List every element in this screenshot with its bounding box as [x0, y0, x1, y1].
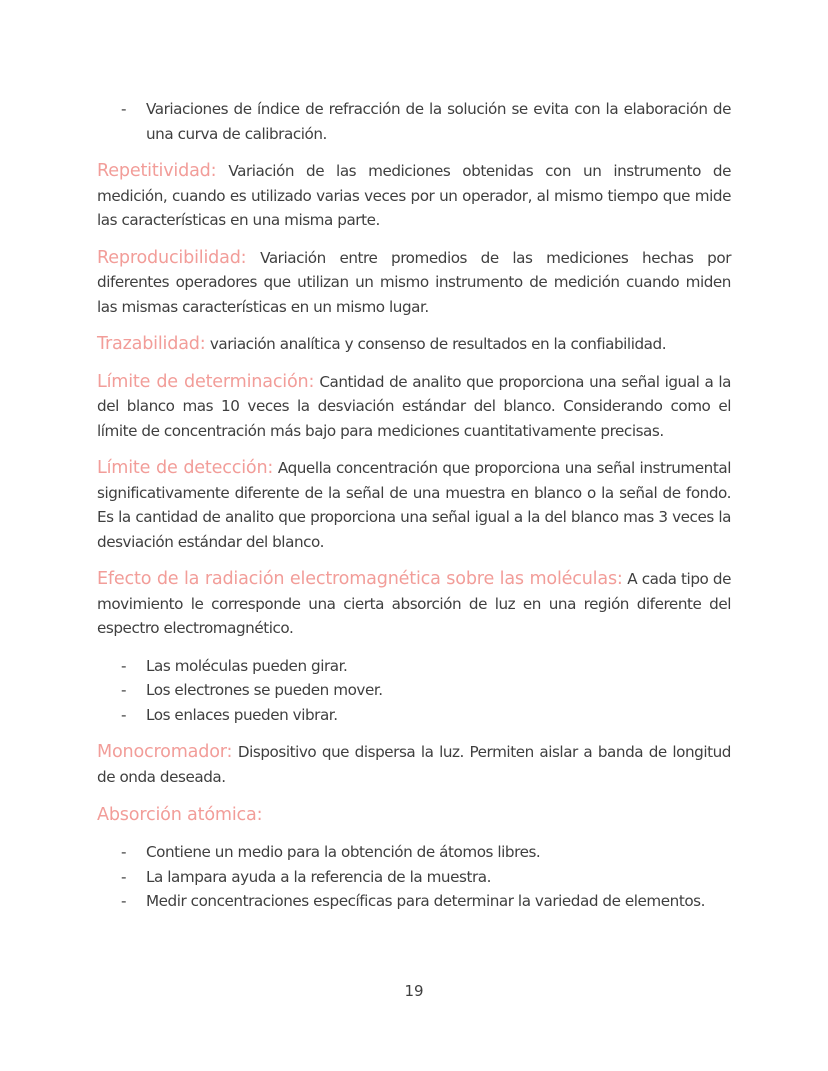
definition-text: Variación de las mediciones obtenidas con un instrumento de medición, cuando es utilizado varias veces por un operador, al mismo tiempo que mide las características en una misma parte. — [97, 162, 731, 229]
definition-limite-determinacion — [97, 370, 731, 444]
list-item: - Medir concentraciones específicas para determinar la variedad de elementos. — [146, 889, 731, 914]
page-number: 19 — [404, 982, 424, 1000]
refraction-bullet-list — [97, 97, 731, 146]
definition-text: Variación entre promedios de las mediciones hechas por diferentes operadores que utilizan un mismo instrumento de medición cuando miden las mismas características en un mismo lugar. — [97, 248, 731, 316]
list-item: - La lampara ayuda a la referencia de la muestra. — [146, 865, 731, 890]
molecule-bullet-list — [97, 654, 731, 728]
definition-term: Trazabilidad: — [97, 334, 206, 354]
definition-efecto-radiacion — [97, 567, 731, 641]
definition-term: Límite de detección: — [97, 458, 274, 478]
list-item: - Contiene un medio para la obtención de átomos libres. — [146, 840, 731, 865]
definition-limite-deteccion — [97, 456, 731, 554]
absorcion-heading: Absorción atómica: — [97, 805, 263, 825]
definition-reproducibilidad — [97, 246, 731, 320]
definition-term: Monocromador: — [97, 742, 233, 762]
definition-text: Cantidad de analito que proporciona una señal igual a la del blanco mas 10 veces la desviación estándar del blanco. Considerando como el límite de concentración más bajo para mediciones cuantitativamente precisas. — [97, 372, 732, 440]
document-page — [97, 97, 731, 927]
absorcion-bullet-list — [97, 840, 731, 914]
list-item: - Variaciones de índice de refracción de la solución se evita con la elaboración de una curva de calibración. — [146, 97, 731, 146]
definition-trazabilidad — [97, 332, 731, 357]
definition-text: A cada tipo de movimiento le corresponde una cierta absorción de luz en una región diferente del espectro electromagnético. — [97, 570, 731, 637]
definition-text: Aquella concentración que proporciona una señal instrumental significativamente diferente de la señal de una muestra en blanco o la señal de fondo. Es la cantidad de analito que proporciona una señal igual a la del blanco mas 3 veces la desviación estándar del blanco. — [97, 459, 731, 551]
list-item: - Las moléculas pueden girar. — [146, 654, 731, 679]
definition-repetitividad — [97, 159, 731, 233]
definition-monocromador — [97, 740, 731, 789]
definition-text: variación analítica y consenso de resultados en la confiabilidad. — [209, 335, 667, 353]
definition-term: Reproducibilidad: — [97, 247, 247, 268]
definition-text: Dispositivo que dispersa la luz. Permiten aislar a banda de longitud de onda deseada. — [97, 743, 732, 786]
list-item: - Los enlaces pueden vibrar. — [146, 703, 731, 728]
definition-term: Efecto de la radiación electromagnética sobre las moléculas: — [97, 569, 623, 589]
list-item: - Los electrones se pueden mover. — [146, 678, 731, 703]
definition-term: Repetitividad: — [97, 161, 217, 181]
definition-term: Límite de determinación: — [97, 371, 315, 392]
